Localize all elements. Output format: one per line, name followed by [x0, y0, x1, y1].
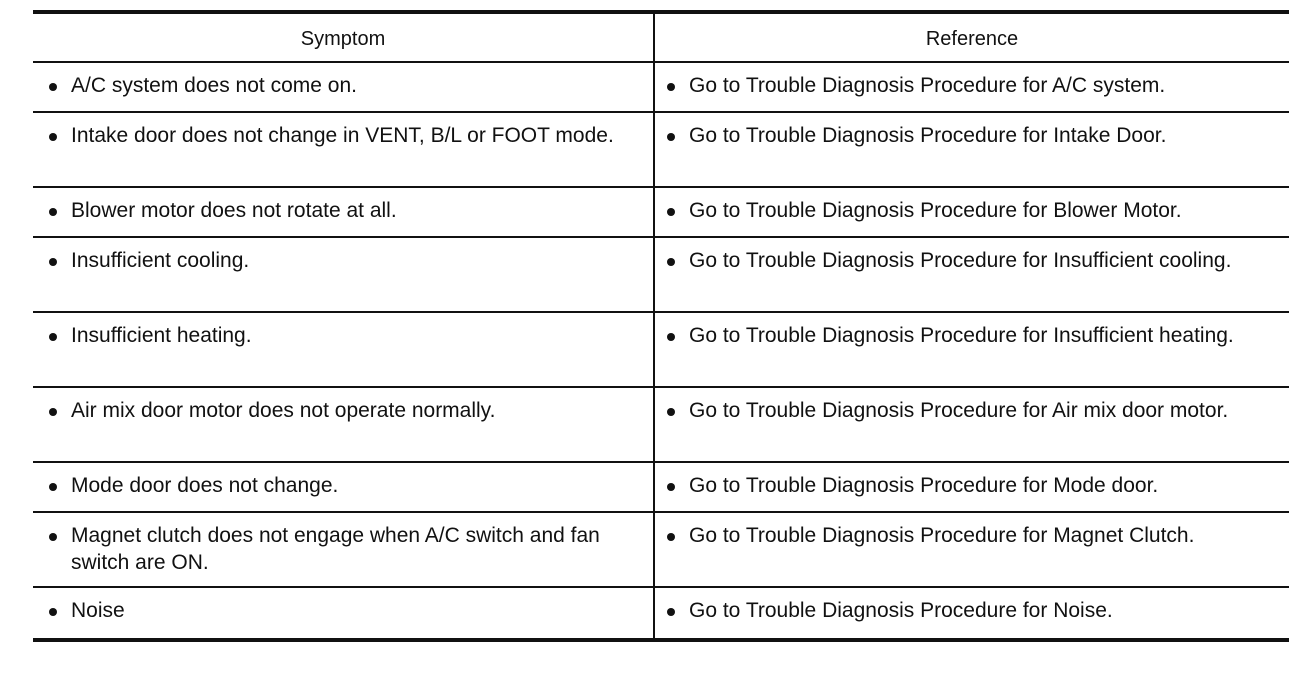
symptom-reference-table: [33, 10, 1289, 642]
reference-cell: [655, 113, 1289, 186]
symptom-cell: [33, 388, 655, 461]
symptom-cell: [33, 513, 655, 586]
reference-text: Go to Trouble Diagnosis Procedure for Air mix door motor.: [689, 399, 1229, 422]
bullet-icon: [667, 533, 675, 541]
bullet-icon: [667, 208, 675, 216]
reference-text: Go to Trouble Diagnosis Procedure for Magnet Clutch.: [689, 524, 1195, 547]
reference-text: Go to Trouble Diagnosis Procedure for Noise.: [689, 599, 1113, 622]
symptom-cell: [33, 588, 655, 638]
bullet-icon: [49, 333, 57, 341]
symptom-text: Mode door does not change.: [71, 474, 339, 497]
table-row: [33, 238, 1289, 313]
bullet-icon: [667, 608, 675, 616]
reference-cell: [655, 463, 1289, 511]
symptom-column-header: Symptom: [33, 14, 655, 61]
bullet-icon: [667, 408, 675, 416]
bullet-icon: [49, 133, 57, 141]
reference-text: Go to Trouble Diagnosis Procedure for Intake Door.: [689, 124, 1167, 147]
bullet-icon: [49, 258, 57, 266]
reference-cell: [655, 588, 1289, 638]
table-row: [33, 513, 1289, 588]
reference-cell: [655, 63, 1289, 111]
symptom-text: Intake door does not change in VENT, B/L or FOOT mode.: [71, 124, 614, 147]
symptom-text: Insufficient heating.: [71, 324, 252, 347]
table-row: [33, 313, 1289, 388]
reference-text: Go to Trouble Diagnosis Procedure for A/C system.: [689, 74, 1166, 97]
table-row: [33, 463, 1289, 513]
symptom-cell: [33, 63, 655, 111]
symptom-text: A/C system does not come on.: [71, 74, 357, 97]
table-row: [33, 388, 1289, 463]
reference-cell: [655, 313, 1289, 386]
symptom-cell: [33, 463, 655, 511]
table-row: [33, 188, 1289, 238]
reference-text: Go to Trouble Diagnosis Procedure for Insufficient cooling.: [689, 249, 1232, 272]
bullet-icon: [667, 133, 675, 141]
symptom-text: Air mix door motor does not operate normally.: [71, 399, 496, 422]
symptom-text: Blower motor does not rotate at all.: [71, 199, 397, 222]
bullet-icon: [49, 408, 57, 416]
bullet-icon: [49, 83, 57, 91]
symptom-text: Magnet clutch does not engage when A/C switch and fan switch are ON.: [71, 524, 600, 574]
reference-text: Go to Trouble Diagnosis Procedure for Mode door.: [689, 474, 1159, 497]
table-header-row: [33, 14, 1289, 63]
symptom-cell: [33, 188, 655, 236]
symptom-cell: [33, 238, 655, 311]
symptom-text: Insufficient cooling.: [71, 249, 250, 272]
bullet-icon: [49, 533, 57, 541]
table-row: [33, 63, 1289, 113]
bullet-icon: [49, 608, 57, 616]
reference-cell: [655, 513, 1289, 586]
symptom-text: Noise: [71, 599, 125, 622]
bullet-icon: [49, 208, 57, 216]
reference-cell: [655, 238, 1289, 311]
reference-text: Go to Trouble Diagnosis Procedure for Blower Motor.: [689, 199, 1182, 222]
table-row: [33, 588, 1289, 638]
reference-text: Go to Trouble Diagnosis Procedure for Insufficient heating.: [689, 324, 1234, 347]
symptom-cell: [33, 113, 655, 186]
reference-cell: [655, 188, 1289, 236]
symptom-cell: [33, 313, 655, 386]
bullet-icon: [667, 83, 675, 91]
table-row: [33, 113, 1289, 188]
reference-cell: [655, 388, 1289, 461]
bullet-icon: [667, 483, 675, 491]
bullet-icon: [667, 333, 675, 341]
bullet-icon: [667, 258, 675, 266]
bullet-icon: [49, 483, 57, 491]
reference-column-header: Reference: [925, 28, 1019, 50]
